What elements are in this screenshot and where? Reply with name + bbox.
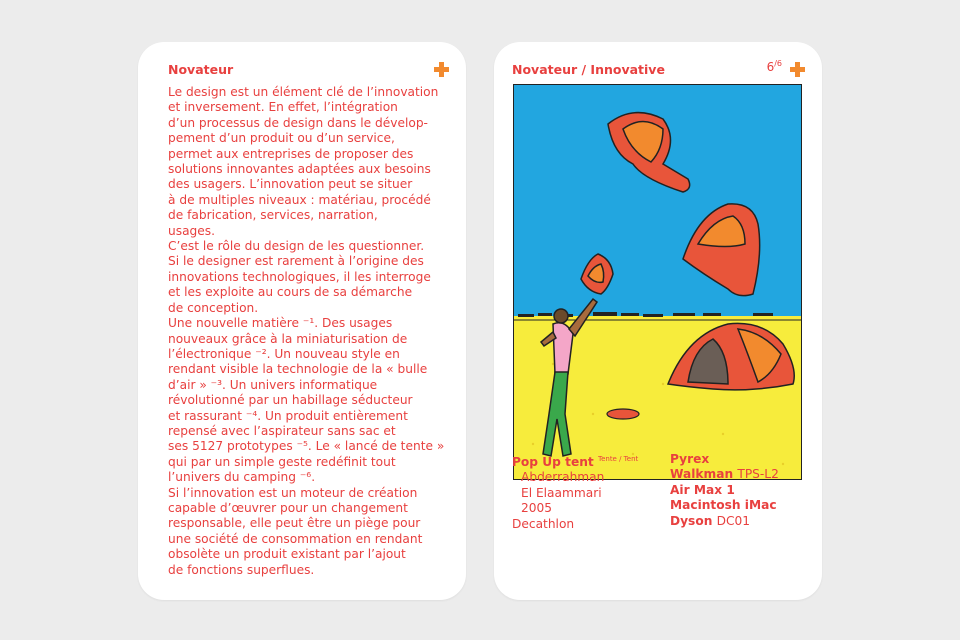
list-item: Air Max 1	[670, 482, 735, 497]
related-products-list	[670, 452, 810, 529]
info-card-left	[138, 42, 466, 600]
card-body-text: Le design est un élément clé de l’innovation et inversement. En effet, l’intégration d’un processus de design dans le dévelop- pement d’un produit ou d’un service, permet aux entreprises de proposer des solutions innovantes adaptées aux besoins des usagers. L’innovation peut se situer à de multiples niveaux : matériau, procédé de fabrication, services, narration, usages. C’est le rôle du design de les questionner. Si le designer est rarement à l’origine des innovations technologiques, il les interroge et les exploite au cours de sa démarche de conception. Une nouvelle matière ⁻¹. Des usages nouveaux grâce à la miniaturisation de l’électronique ⁻². Un nouveau style en rendant visible la technologie de la « bulle d’air » ⁻³. Un univers informatique révolutionné par un habillage séducteur et rassurant ⁻⁴. Un produit entièrement repensé avec l’aspirateur sans sac et ses 5127 prototypes ⁻⁵. Le « lancé de tente » qui par un simple geste redéfinit tout l’univers du camping ⁻⁶. Si l’innovation est un moteur de création capable d’œuvrer pour un changement responsable, elle peut être un piège pour une société de consommation en rendant obsolète un produit existant par l’ajout de fonctions superflues.	[168, 85, 445, 577]
card-title: Novateur / Innovative	[512, 62, 665, 77]
plus-icon	[434, 62, 449, 77]
info-card-right	[494, 42, 822, 600]
product-credits	[512, 452, 652, 532]
designer-name: El Elaammari	[521, 485, 602, 500]
list-item: Pyrex	[670, 452, 710, 466]
list-item: Walkman TPS-L2	[670, 467, 779, 482]
card-title: Novateur	[168, 62, 234, 77]
plus-icon	[790, 62, 805, 77]
page-number: $6^{/6}$	[766, 59, 782, 74]
illustration	[513, 84, 802, 480]
list-item: Dyson DC01	[670, 513, 751, 528]
product-year: 2005	[521, 501, 553, 516]
list-item: Macintosh iMac	[670, 498, 777, 513]
designer-name: Abderrahman	[521, 470, 605, 485]
product-brand: Decathlon	[512, 516, 575, 531]
product-name: Pop Up tent $^{Tente / Tent}$	[512, 455, 639, 470]
